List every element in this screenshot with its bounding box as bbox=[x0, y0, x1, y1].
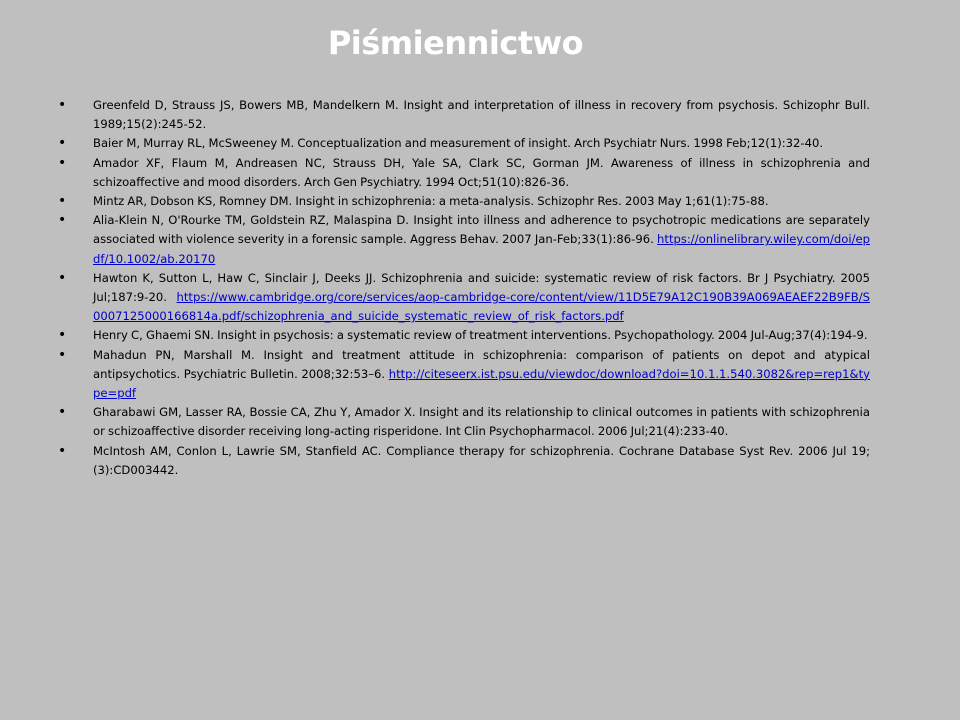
reference-item bbox=[58, 326, 870, 345]
slide-title: Piśmiennictwo bbox=[327, 24, 584, 62]
bullet-icon: • bbox=[58, 404, 67, 421]
reference-item bbox=[58, 403, 870, 441]
bullet-icon: • bbox=[58, 269, 67, 286]
reference-item bbox=[58, 154, 870, 192]
reference-item bbox=[58, 96, 870, 134]
reference-text: Mahadun PN, Marshall M. Insight and treatment attitude in schizophrenia: comparison of patients on depot and atypical antipsychotics. Psychiatric Bulletin. 2008;32:53–6. bbox=[93, 347, 870, 381]
reference-text: Baier M, Murray RL, McSweeney M. Conceptualization and measurement of insight. Arch Psychiatr Nurs. 1998 Feb;12(1):32-40. bbox=[93, 136, 824, 151]
bullet-icon: • bbox=[58, 193, 67, 210]
bullet-icon: • bbox=[58, 212, 67, 229]
reference-link[interactable]: http://citeseerx.ist.psu.edu/viewdoc/download?doi=10.1.1.540.3082&rep=rep1&type=pdf bbox=[93, 366, 870, 401]
bullet-icon: • bbox=[58, 442, 67, 459]
reference-item bbox=[58, 192, 870, 211]
bullet-icon: • bbox=[58, 97, 67, 113]
reference-link[interactable]: https://www.cambridge.org/core/services/aop-cambridge-core/content/view/11D5E79A12C190B39A069AEAEF22B9FB/S0007125000166814a.pdf/schizophrenia_and_suicide_systematic_review_of_risk_factors.pdf bbox=[93, 290, 870, 324]
reference-list bbox=[58, 96, 870, 480]
bullet-icon: • bbox=[58, 327, 67, 344]
reference-item bbox=[58, 346, 870, 404]
bullet-icon: • bbox=[58, 346, 67, 363]
reference-item bbox=[58, 134, 870, 153]
reference-text: Greenfeld D, Strauss JS, Bowers MB, Mandelkern M. Insight and interpretation of illness in recovery from psychosis. Schizophr Bull. 1989;15(2):245-52. bbox=[93, 98, 870, 132]
reference-text: Alia-Klein N, O'Rourke TM, Goldstein RZ, Malaspina D. Insight into illness and adherence to psychotropic medications are separately associated with violence severity in a forensic sample. Aggress Behav. 2007 Jan-Feb;33(1):86-96. bbox=[93, 213, 870, 247]
reference-item bbox=[58, 442, 870, 480]
bullet-icon: • bbox=[58, 154, 67, 171]
reference-item bbox=[58, 211, 870, 269]
reference-text: McIntosh AM, Conlon L, Lawrie SM, Stanfield AC. Compliance therapy for schizophrenia. Cochrane Database Syst Rev. 2006 Jul 19;(3):CD003442. bbox=[93, 443, 870, 477]
reference-link[interactable]: https://onlinelibrary.wiley.com/doi/epdf/10.1002/ab.20170 bbox=[93, 232, 870, 266]
reference-item bbox=[58, 269, 870, 327]
reference-text: Mintz AR, Dobson KS, Romney DM. Insight in schizophrenia: a meta-analysis. Schizophr Res. 2003 May 1;61(1):75-88. bbox=[93, 194, 769, 209]
reference-text: Gharabawi GM, Lasser RA, Bossie CA, Zhu Y, Amador X. Insight and its relationship to clinical outcomes in patients with schizophrenia or schizoaffective disorder receiving long-acting risperidone. Int Clin Psychopharmacol. 2006 Jul;21(4):233-40. bbox=[93, 405, 870, 439]
reference-text: Hawton K, Sutton L, Haw C, Sinclair J, Deeks JJ. Schizophrenia and suicide: systematic review of risk factors. Br J Psychiatry. 2005 Jul;187:9-20. bbox=[93, 270, 870, 305]
bullet-icon: • bbox=[58, 135, 67, 152]
reference-text: Henry C, Ghaemi SN. Insight in psychosis: a systematic review of treatment interventions. Psychopathology. 2004 Jul-Aug;37(4):194-9. bbox=[93, 328, 868, 343]
reference-text: Amador XF, Flaum M, Andreasen NC, Strauss DH, Yale SA, Clark SC, Gorman JM. Awareness of illness in schizophrenia and schizoaffective and mood disorders. Arch Gen Psychiatry. 1994 Oct;51(10):826-36. bbox=[93, 155, 870, 189]
